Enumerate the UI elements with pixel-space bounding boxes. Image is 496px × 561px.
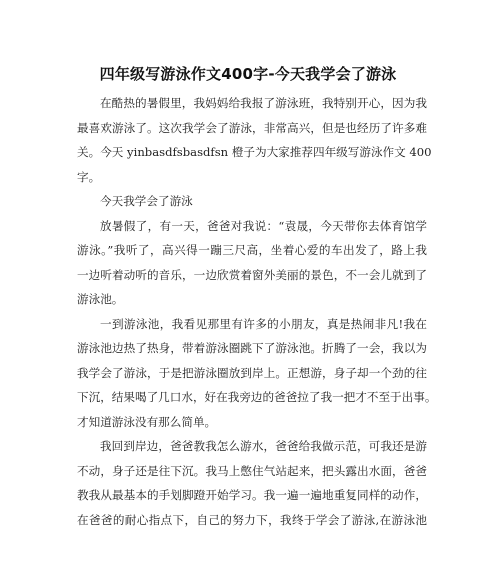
document-body (77, 91, 437, 532)
body-line: 我学会了游泳，于是把游泳圈放到岸上。正想游，身子却一个劲的往 (77, 365, 427, 380)
body-line: 下沉，结果喝了几口水，好在我旁边的爸爸拉了我一把才不至于出事。 (77, 390, 437, 404)
body-line: 教我从最基本的手划脚蹬开始学习。我一遍一遍地重复同样的动作， (77, 488, 427, 502)
document-title: 四年级写游泳作文400字-今天我学会了游泳 (99, 65, 397, 83)
body-line: 一边听着动听的音乐，一边欣赏着窗外美丽的景色，不一会儿就到了 (77, 267, 427, 282)
body-line: 关。今天 yinbasdfsbasdfsn 橙子为大家推荐四年级写游泳作文 400 (77, 145, 432, 159)
body-line: 游泳。”我听了，高兴得一蹦三尺高，坐着心爱的车出发了，路上我 (77, 243, 427, 257)
body-line: 最喜欢游泳了。这次我学会了游泳，非常高兴，但是也经历了许多难 (77, 120, 427, 135)
body-line: 字。 (77, 169, 101, 184)
body-line: 在爸爸的耐心指点下，自己的努力下，我终于学会了游泳,在游泳池 (77, 512, 428, 527)
body-line: 放暑假了，有一天，爸爸对我说：“袁晟，今天带你去体育馆学 (100, 218, 427, 233)
body-line: 才知道游泳没有那么简单。 (77, 414, 217, 429)
body-line: 游泳池。 (77, 292, 124, 306)
body-line: 一到游泳池，我看见那里有许多的小朋友，真是热闹非凡!我在 (100, 316, 427, 331)
body-line: 今天我学会了游泳 (100, 194, 193, 208)
body-line: 我回到岸边，爸爸教我怎么游水，爸爸给我做示范，可我还是游 (100, 439, 427, 453)
body-line: 在酷热的暑假里，我妈妈给我报了游泳班，我特别开心，因为我 (100, 96, 427, 110)
body-line: 游泳池边热了热身，带着游泳圈跳下了游泳池。折腾了一会，我以为 (77, 341, 427, 355)
body-line: 不动，身子还是往下沉。我马上憋住气站起来，把头露出水面，爸爸 (77, 463, 427, 478)
